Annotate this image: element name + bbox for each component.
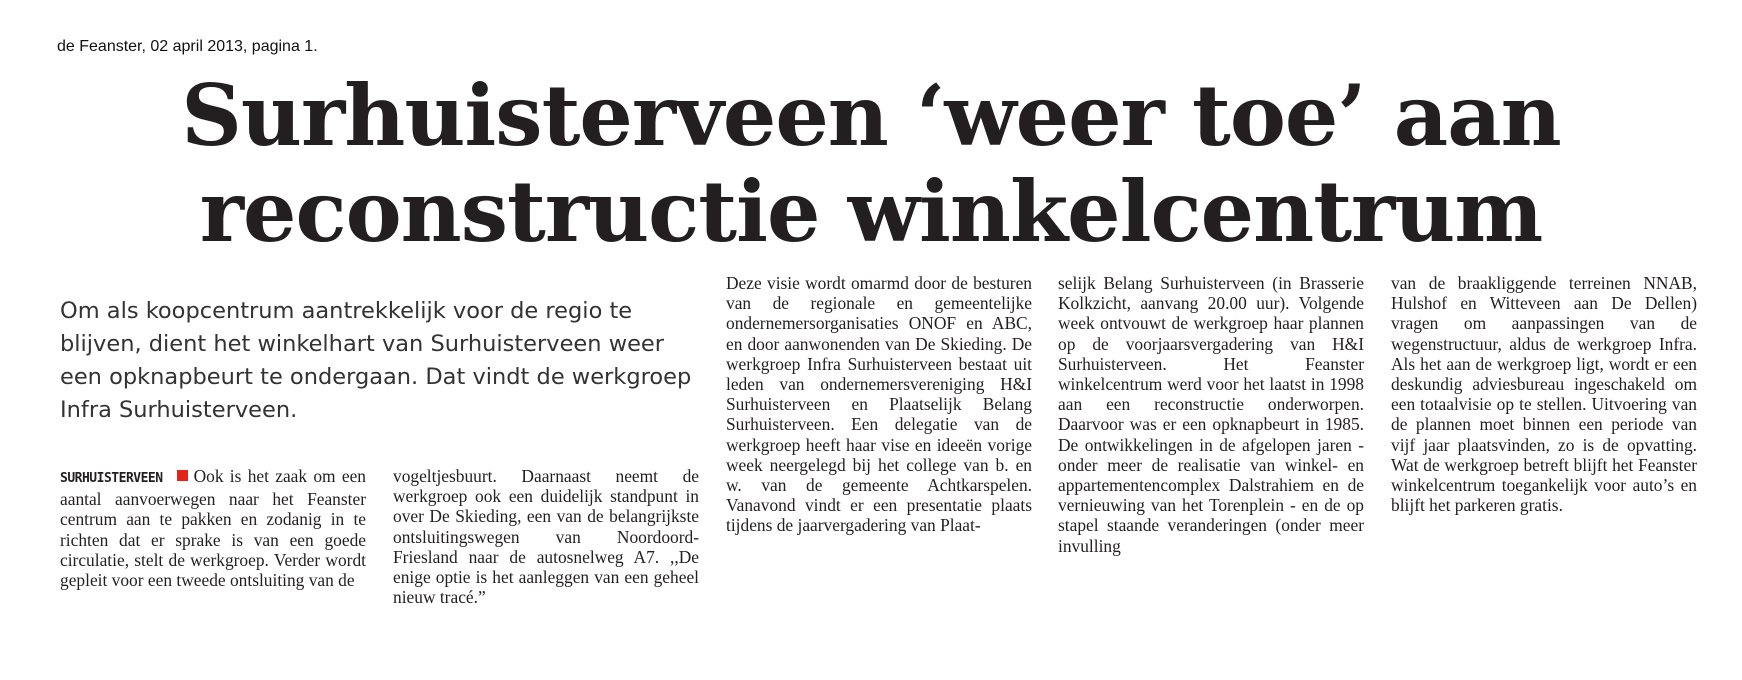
source-line: de Feanster, 02 april 2013, pagina 1.	[57, 38, 318, 55]
article-column-3: Deze visie wordt omarmd door de besturen van de regionale en gemeentelijke ondernemersorganisaties ONOF en ABC, en door aanwonenden van De Skieding. De werkgroep Infra Surhuisterveen bestaat uit leden van ondernemersvereniging H&I Surhuisterveen en Plaatselijk Belang Surhuisterveen. Een delegatie van de werkgroep heeft haar vise en ideeën vorige week neergelegd bij het college van b. en w. van de gemeente Achtkarspelen. Vanavond vindt er een presentatie plaats tijdens de jaarvergadering van Plaat-	[726, 273, 1032, 536]
lead-paragraph: Om als koopcentrum aantrekkelijk voor de regio te blijven, dient het winkelhart van Surhuisterveen weer een opknapbeurt te ondergaan. Dat vindt de werkgroep Infra Surhuisterveen.	[60, 298, 692, 423]
red-marker-icon	[177, 470, 188, 481]
article-column-5: van de braakliggende terreinen NNAB, Hulshof en Witteveen aan De Dellen) vragen om aanpassingen van de wegenstructuur, aldus de werkgroep Infra. Als het aan de werkgroep ligt, wordt er een deskundig adviesbureau ingeschakeld om een totaalvisie op te stellen. Uitvoering van de plannen moet binnen een periode van vijf jaar plaatsvinden, zo is de opvatting. Wat de werkgroep betreft blijft het Feanster winkelcentrum toegankelijk voor auto’s en blijft het parkeren gratis.	[1391, 273, 1697, 516]
article-column-1	[60, 466, 366, 590]
column-1-text: Ook is het zaak om een aantal aanvoerwegen naar het Feanster centrum aan te pakken en zodanig in te richten dat er sprake is van een goede circulatie, stelt de werkgroep. Verder wordt gepleit voor een tweede ontsluiting van de	[60, 466, 366, 591]
headline: Surhuisterveen ‘weer toe’ aan reconstructie winkelcentrum	[181, 66, 1561, 261]
article-column-4: selijk Belang Surhuisterveen (in Brasserie Kolkzicht, aanvang 20.00 uur). Volgende week ontvouwt de werkgroep haar plannen op de voorjaarsvergadering van H&I Surhuisterveen. Het Feanster winkelcentrum werd voor het laatst in 1998 aan een reconstructie onderworpen. Daarvoor was er een opknapbeurt in 1985. De ontwikkelingen in de afgelopen jaren - onder meer de realisatie van winkel- en appartementencomplex Dalstrahiem en de vernieuwing van het Torenplein - en de op stapel staande veranderingen (onder meer invulling	[1058, 273, 1364, 556]
article-column-2: vogeltjesbuurt. Daarnaast neemt de werkgroep ook een duidelijk standpunt in over De Skieding, een van de belangrijkste ontsluitingswegen van Noordoord-Friesland naar de autosnelweg A7. ,,De enige optie is het aanleggen van een geheel nieuw tracé.”	[393, 466, 699, 608]
dateline: SURHUISTERVEEN	[60, 471, 163, 486]
